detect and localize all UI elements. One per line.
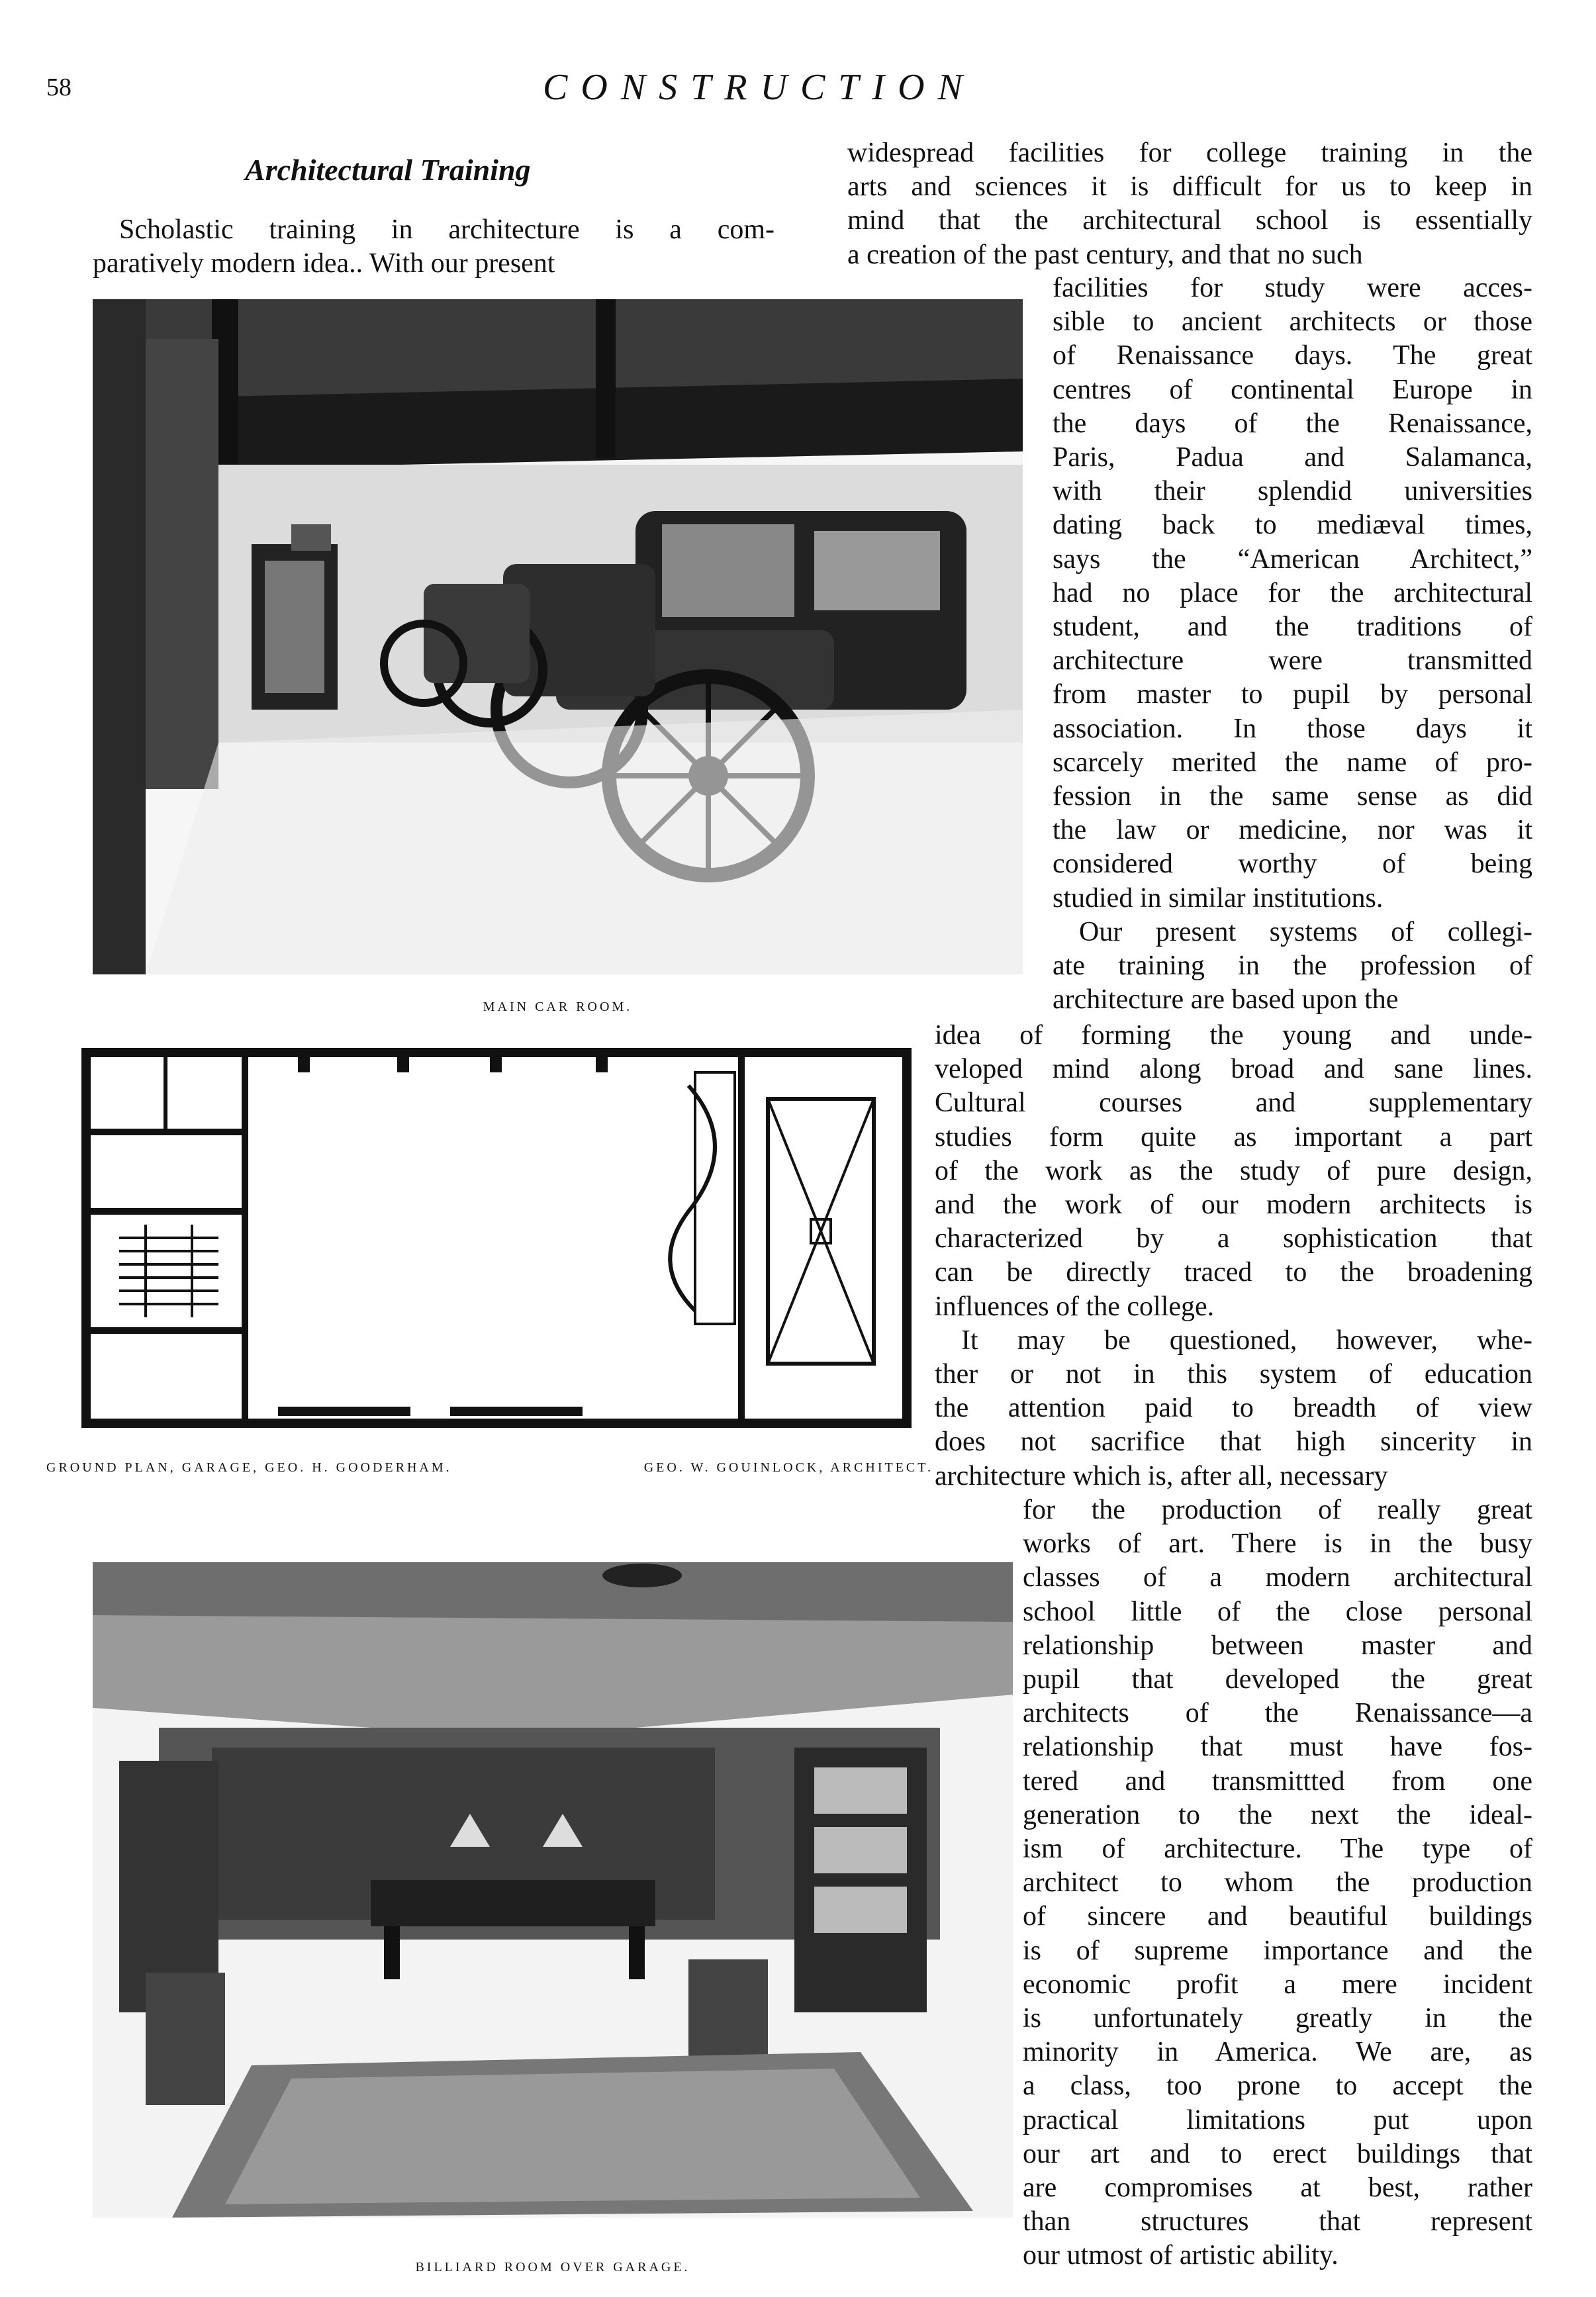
journal-title: CONSTRUCTION [543, 67, 976, 108]
text-line: works of art. There is in the busy [1023, 1528, 1532, 1560]
text-line: the law or medicine, nor was it [1053, 815, 1532, 846]
text-line: are compromises at best, rather [1023, 2173, 1532, 2204]
text-line: paratively modern idea.. With our present [93, 248, 555, 279]
text-line: with their splendid universities [1053, 476, 1532, 507]
billiard-room-photo [93, 1562, 1013, 2218]
text-line: our utmost of artistic ability. [1023, 2240, 1338, 2271]
text-line: studied in similar institutions. [1053, 882, 1384, 914]
text-line: economic profit a mere incident [1023, 1969, 1532, 2000]
text-line: and the work of our modern architects is [935, 1190, 1532, 1221]
billiard-room-illustration [93, 1562, 1013, 2218]
plan-caption-left: GROUND PLAN, GARAGE, GEO. H. GOODERHAM. [46, 1460, 452, 1475]
text-line: idea of forming the young and unde- [935, 1020, 1532, 1051]
text-line: scarcely merited the name of pro- [1053, 747, 1532, 778]
text-line: arts and sciences it is difficult for us to keep in [847, 171, 1532, 203]
text-line: studies form quite as important a part [935, 1121, 1532, 1152]
car-room-caption: MAIN CAR ROOM. [483, 1000, 633, 1014]
text-line: school little of the close personal [1023, 1596, 1532, 1627]
text-line: the days of the Renaissance, [1053, 408, 1532, 439]
text-line: Paris, Padua and Salamanca, [1053, 442, 1532, 473]
text-line: Our present systems of collegi- [1079, 916, 1532, 947]
text-line: widespread facilities for college training in the [847, 138, 1532, 168]
text-line: tered and transmittted from one [1023, 1765, 1532, 1797]
page-number: 58 [46, 73, 71, 101]
main-car-room-photo [93, 299, 1023, 974]
body-text-lower [1023, 1493, 1532, 2273]
text-line: relationship that must have fos- [1023, 1732, 1532, 1763]
text-line: can be directly traced to the broadening [935, 1257, 1532, 1288]
text-line: is unfortunately greatly in the [1023, 2003, 1532, 2034]
text-line: a class, too prone to accept the [1023, 2071, 1532, 2102]
text-line: veloped mind along broad and sane lines. [935, 1054, 1532, 1085]
ground-plan-drawing [79, 1046, 914, 1430]
text-line: the attention paid to breadth of view [935, 1393, 1532, 1424]
text-line: architecture which is, after all, necessary [935, 1460, 1388, 1491]
text-line: relationship between master and [1023, 1630, 1532, 1661]
car-room-illustration [93, 299, 1023, 974]
text-line: It may be questioned, however, whe- [961, 1325, 1532, 1356]
text-line: of Renaissance days. The great [1053, 340, 1532, 371]
body-text-upper [1053, 271, 1532, 1017]
text-line: characterized by a sophistication that [935, 1223, 1532, 1254]
text-line: student, and the traditions of [1053, 612, 1532, 643]
text-line: considered worthy of being [1053, 849, 1532, 880]
text-line: fession in the same sense as did [1053, 781, 1532, 812]
section-heading: Architectural Training [245, 153, 531, 187]
text-line: does not sacrifice that high sincerity in [935, 1427, 1532, 1458]
text-line: architects of the Renaissance—a [1023, 1698, 1532, 1729]
text-line: pupil that developed the great [1023, 1664, 1532, 1695]
text-line: our art and to erect buildings that [1023, 2138, 1532, 2169]
text-line: of the work as the study of pure design, [935, 1155, 1532, 1186]
text-line: association. In those days it [1053, 713, 1532, 744]
body-text-middle [935, 1019, 1532, 1493]
text-line: influences of the college. [935, 1291, 1215, 1322]
text-line: than structures that represent [1023, 2206, 1532, 2237]
right-top-text [847, 136, 1532, 272]
text-line: architecture are based upon the [1053, 984, 1399, 1015]
text-line: classes of a modern architectural [1023, 1562, 1532, 1593]
text-line: dating back to mediæval times, [1053, 510, 1532, 541]
text-line: says the “American Architect,” [1053, 543, 1532, 575]
text-line: facilities for study were acces- [1053, 273, 1532, 303]
floor-plan-illustration [79, 1046, 914, 1430]
text-line: Cultural courses and supplementary [935, 1088, 1532, 1119]
text-line: mind that the architectural school is essentially [847, 205, 1532, 236]
text-line: Scholastic training in architecture is a com- [119, 214, 775, 245]
plan-caption-right: GEO. W. GOUINLOCK, ARCHITECT. [643, 1460, 933, 1475]
text-line: practical limitations put upon [1023, 2104, 1532, 2135]
text-line: a creation of the past century, and that no such [847, 239, 1363, 270]
text-line: from master to pupil by personal [1053, 679, 1532, 710]
text-line: centres of continental Europe in [1053, 374, 1532, 405]
text-line: ther or not in this system of education [935, 1359, 1532, 1390]
text-line: of sincere and beautiful buildings [1023, 1901, 1532, 1932]
text-line: architecture were transmitted [1053, 645, 1532, 677]
intro-text [93, 213, 775, 281]
text-line: for the production of really great [1023, 1495, 1532, 1525]
billiard-caption: BILLIARD ROOM OVER GARAGE. [415, 2260, 690, 2274]
text-line: is of supreme importance and the [1023, 1935, 1532, 1966]
text-line: had no place for the architectural [1053, 577, 1532, 608]
text-line: ate training in the profession of [1053, 951, 1532, 982]
text-line: sible to ancient architects or those [1053, 306, 1532, 338]
text-line: generation to the next the ideal- [1023, 1799, 1532, 1830]
text-line: ism of architecture. The type of [1023, 1834, 1532, 1865]
text-line: architect to whom the production [1023, 1867, 1532, 1899]
text-line: minority in America. We are, as [1023, 2037, 1532, 2068]
